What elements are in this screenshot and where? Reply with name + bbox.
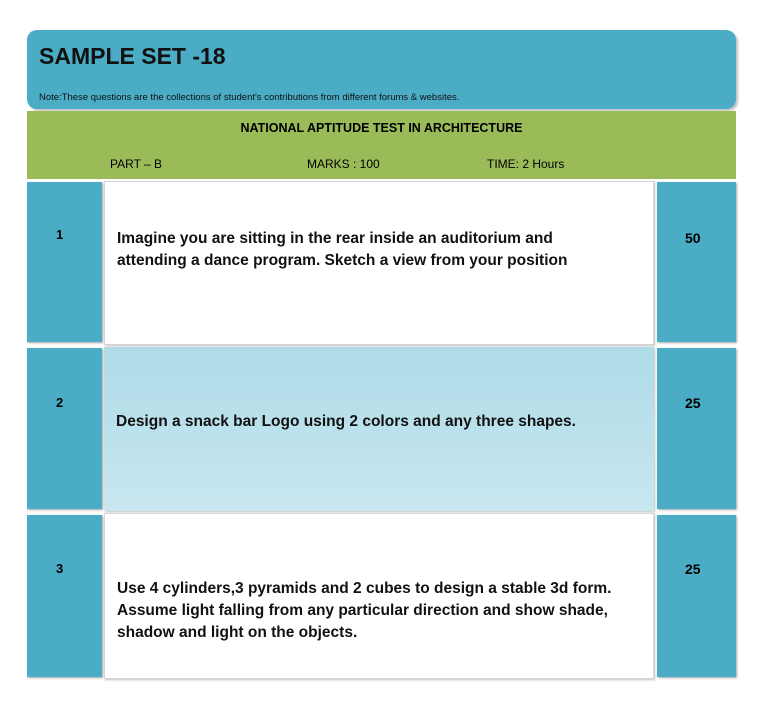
marks-cell (657, 182, 736, 342)
question-number-cell (27, 515, 102, 677)
question-number: 1 (56, 227, 64, 242)
question-marks: 50 (685, 230, 701, 246)
marks-cell (657, 515, 736, 677)
question-text: Design a snack bar Logo using 2 colors and any three shapes. (116, 413, 576, 430)
header-box (27, 30, 736, 109)
exam-info-band (27, 111, 736, 179)
exam-time: TIME: 2 Hours (487, 157, 565, 171)
exam-marks: MARKS : 100 (307, 157, 380, 171)
marks-cell (657, 348, 736, 509)
question-text: Use 4 cylinders,3 pyramids and 2 cubes to design a stable 3d form. Assume light falling from any particular direction and show shade, shadow and light on the objects. (117, 580, 612, 641)
exam-part: PART – B (110, 157, 163, 171)
question-number: 2 (56, 395, 64, 410)
question-marks: 25 (685, 395, 701, 411)
header-note: Note:These questions are the collections of student's contributions from different forums & websites. (39, 92, 460, 103)
exam-title: NATIONAL APTITUDE TEST IN ARCHITECTURE (240, 121, 523, 135)
question-number: 3 (56, 561, 64, 576)
question-marks: 25 (685, 561, 701, 577)
question-number-cell (27, 348, 102, 509)
question-text-cell (104, 347, 654, 511)
question-text: Imagine you are sitting in the rear inside an auditorium and attending a dance program. Sketch a view from your position (117, 230, 568, 269)
page-title: SAMPLE SET -18 (39, 43, 226, 69)
question-number-cell (27, 182, 102, 342)
question-text-cell (104, 181, 654, 345)
question-text-cell (104, 513, 654, 679)
